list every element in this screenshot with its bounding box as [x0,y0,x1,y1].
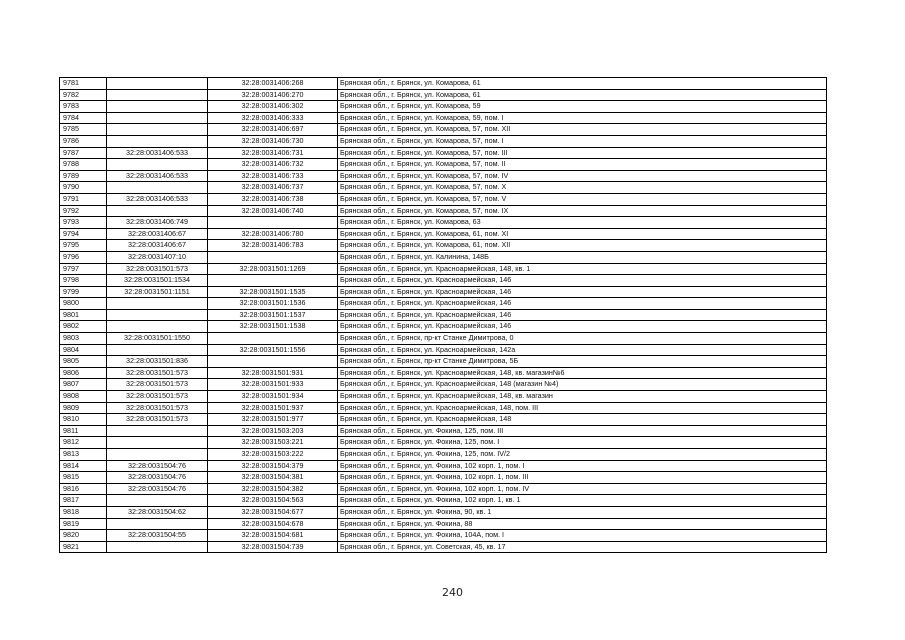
parent-cadastral-number-cell: 32:28:0031406:67 [107,240,208,252]
page-number: 240 [442,586,463,599]
parent-cadastral-number-cell: 32:28:0031501:573 [107,391,208,403]
row-number-cell: 9809 [60,402,107,414]
row-number-cell: 9810 [60,414,107,426]
cadastral-number-cell: 32:28:0031501:1556 [208,344,338,356]
address-cell: Брянская обл., г. Брянск, ул. Фокина, 104А, пом. I [338,530,827,542]
parent-cadastral-number-cell: 32:28:0031501:573 [107,414,208,426]
row-number-cell: 9807 [60,379,107,391]
table-row [60,263,827,275]
address-cell: Брянская обл., г. Брянск, ул. Комарова, 57, пом. III [338,147,827,159]
parent-cadastral-number-cell: 32:28:0031504:76 [107,460,208,472]
parent-cadastral-number-cell: 32:28:0031504:55 [107,530,208,542]
address-cell: Брянская обл., г. Брянск, ул. Комарова, 61 [338,78,827,90]
parent-cadastral-number-cell [107,112,208,124]
cadastral-number-cell: 32:28:0031406:740 [208,205,338,217]
address-cell: Брянская обл., г. Брянск, ул. Комарова, 61, пом. XI [338,228,827,240]
table-row [60,309,827,321]
cadastral-number-cell: 32:28:0031501:977 [208,414,338,426]
address-cell: Брянская обл., г. Брянск, ул. Фокина, 102 корп. 1, пом. I [338,460,827,472]
table-row [60,182,827,194]
table-row [60,193,827,205]
table-row [60,286,827,298]
table-row [60,89,827,101]
address-cell: Брянская обл., г. Брянск, ул. Комарова, 57, пом. XII [338,124,827,136]
parent-cadastral-number-cell [107,321,208,333]
address-cell: Брянская обл., г. Брянск, ул. Комарова, 61, пом. XII [338,240,827,252]
cadastral-number-cell: 32:28:0031504:382 [208,483,338,495]
table-row [60,402,827,414]
address-cell: Брянская обл., г. Брянск, ул. Красноармейская, 148, кв. 1 [338,263,827,275]
cadastral-number-cell: 32:28:0031406:733 [208,170,338,182]
row-number-cell: 9793 [60,217,107,229]
table-row [60,530,827,542]
table-row [60,414,827,426]
parent-cadastral-number-cell [107,101,208,113]
cadastral-number-cell: 32:28:0031504:739 [208,541,338,553]
table-row [60,472,827,484]
cadastral-number-cell: 32:28:0031504:681 [208,530,338,542]
table-row [60,321,827,333]
address-cell: Брянская обл., г. Брянск, ул. Красноармейская, 146 [338,286,827,298]
address-cell: Брянская обл., г. Брянск, ул. Фокина, 102 корп. 1, кв. 1 [338,495,827,507]
cadastral-number-cell: 32:28:0031406:731 [208,147,338,159]
row-number-cell: 9816 [60,483,107,495]
parent-cadastral-number-cell [107,124,208,136]
row-number-cell: 9800 [60,298,107,310]
table-row [60,228,827,240]
table-row [60,298,827,310]
row-number-cell: 9811 [60,425,107,437]
row-number-cell: 9812 [60,437,107,449]
row-number-cell: 9804 [60,344,107,356]
row-number-cell: 9797 [60,263,107,275]
address-cell: Брянская обл., г. Брянск, ул. Комарова, 57, пом. V [338,193,827,205]
address-cell: Брянская обл., г. Брянск, ул. Комарова, 63 [338,217,827,229]
address-cell: Брянская обл., г. Брянск, ул. Комарова, 59 [338,101,827,113]
table-row [60,518,827,530]
parent-cadastral-number-cell [107,437,208,449]
cadastral-number-cell: 32:28:0031504:381 [208,472,338,484]
cadastral-number-cell: 32:28:0031501:1537 [208,309,338,321]
cadastral-number-cell: 32:28:0031501:931 [208,367,338,379]
address-cell: Брянская обл., г. Брянск, ул. Красноармейская, 148 [338,414,827,426]
table-row [60,391,827,403]
parent-cadastral-number-cell: 32:28:0031501:573 [107,402,208,414]
table-row [60,541,827,553]
table-row [60,217,827,229]
address-cell: Брянская обл., г. Брянск, ул. Фокина, 125, пом. IV/2 [338,449,827,461]
cadastral-number-cell [208,217,338,229]
cadastral-number-cell: 32:28:0031501:937 [208,402,338,414]
cadastral-number-cell: 32:28:0031406:333 [208,112,338,124]
address-cell: Брянская обл., г. Брянск, ул. Комарова, 57, пом. IX [338,205,827,217]
table-row [60,356,827,368]
address-cell: Брянская обл., г. Брянск, ул. Комарова, 57, пом. X [338,182,827,194]
cadastral-number-cell: 32:28:0031406:783 [208,240,338,252]
address-cell: Брянская обл., г. Брянск, ул. Фокина, 102 корп. 1, пом. IV [338,483,827,495]
address-cell: Брянская обл., г. Брянск, ул. Фокина, 125, пом. III [338,425,827,437]
parent-cadastral-number-cell [107,298,208,310]
cadastral-number-cell: 32:28:0031504:379 [208,460,338,472]
row-number-cell: 9817 [60,495,107,507]
cadastral-number-cell [208,251,338,263]
parent-cadastral-number-cell: 32:28:0031504:76 [107,472,208,484]
address-cell: Брянская обл., г. Брянск, ул. Калинина, 148Б [338,251,827,263]
row-number-cell: 9781 [60,78,107,90]
table-row [60,147,827,159]
parent-cadastral-number-cell [107,541,208,553]
table-row [60,333,827,345]
row-number-cell: 9794 [60,228,107,240]
table-row [60,367,827,379]
row-number-cell: 9818 [60,506,107,518]
cadastral-number-cell: 32:28:0031501:1535 [208,286,338,298]
address-cell: Брянская обл., г. Брянск, ул. Красноармейская, 148, кв. магазин [338,391,827,403]
parent-cadastral-number-cell [107,495,208,507]
parent-cadastral-number-cell: 32:28:0031501:1550 [107,333,208,345]
table-row [60,251,827,263]
parent-cadastral-number-cell: 32:28:0031406:749 [107,217,208,229]
row-number-cell: 9787 [60,147,107,159]
cadastral-number-cell: 32:28:0031406:737 [208,182,338,194]
row-number-cell: 9788 [60,159,107,171]
table-row [60,124,827,136]
table-row [60,205,827,217]
address-cell: Брянская обл., г. Брянск, пр-кт Станке Димитрова, 5Б [338,356,827,368]
address-cell: Брянская обл., г. Брянск, ул. Фокина, 125, пом. I [338,437,827,449]
parent-cadastral-number-cell: 32:28:0031406:533 [107,147,208,159]
cadastral-number-cell [208,275,338,287]
address-cell: Брянская обл., г. Брянск, ул. Комарова, 57, пом. I [338,135,827,147]
address-cell: Брянская обл., г. Брянск, ул. Красноармейская, 148, кв. магазин№6 [338,367,827,379]
row-number-cell: 9801 [60,309,107,321]
address-cell: Брянская обл., г. Брянск, ул. Фокина, 90, кв. 1 [338,506,827,518]
address-cell: Брянская обл., г. Брянск, ул. Красноармейская, 146 [338,321,827,333]
cadastral-number-cell: 32:28:0031501:934 [208,391,338,403]
table-row [60,425,827,437]
row-number-cell: 9808 [60,391,107,403]
row-number-cell: 9799 [60,286,107,298]
address-cell: Брянская обл., г. Брянск, ул. Фокина, 88 [338,518,827,530]
cadastral-number-cell: 32:28:0031406:780 [208,228,338,240]
row-number-cell: 9819 [60,518,107,530]
cadastral-number-cell: 32:28:0031406:270 [208,89,338,101]
parent-cadastral-number-cell [107,344,208,356]
row-number-cell: 9782 [60,89,107,101]
parent-cadastral-number-cell: 32:28:0031501:836 [107,356,208,368]
address-cell: Брянская обл., г. Брянск, ул. Комарова, 59, пом. I [338,112,827,124]
row-number-cell: 9784 [60,112,107,124]
cadastral-number-cell: 32:28:0031503:221 [208,437,338,449]
cadastral-number-cell: 32:28:0031504:563 [208,495,338,507]
cadastral-number-cell: 32:28:0031501:933 [208,379,338,391]
table-row [60,460,827,472]
table-row [60,135,827,147]
address-cell: Брянская обл., г. Брянск, пр-кт Станке Димитрова, 0 [338,333,827,345]
row-number-cell: 9791 [60,193,107,205]
row-number-cell: 9803 [60,333,107,345]
row-number-cell: 9805 [60,356,107,368]
parent-cadastral-number-cell: 32:28:0031407:10 [107,251,208,263]
parent-cadastral-number-cell [107,182,208,194]
cadastral-number-cell [208,356,338,368]
parent-cadastral-number-cell: 32:28:0031501:573 [107,379,208,391]
table-row [60,240,827,252]
table-row [60,344,827,356]
cadastral-number-cell: 32:28:0031406:697 [208,124,338,136]
parent-cadastral-number-cell: 32:28:0031406:533 [107,193,208,205]
table-row [60,483,827,495]
address-cell: Брянская обл., г. Брянск, ул. Комарова, 57, пом. IV [338,170,827,182]
cadastral-number-cell: 32:28:0031501:1538 [208,321,338,333]
table-row [60,449,827,461]
parent-cadastral-number-cell: 32:28:0031501:573 [107,263,208,275]
table-row [60,275,827,287]
address-cell: Брянская обл., г. Брянск, ул. Комарова, 61 [338,89,827,101]
row-number-cell: 9798 [60,275,107,287]
table-row [60,101,827,113]
parent-cadastral-number-cell: 32:28:0031501:1534 [107,275,208,287]
row-number-cell: 9792 [60,205,107,217]
row-number-cell: 9821 [60,541,107,553]
table-body [60,78,827,553]
table-row [60,437,827,449]
parent-cadastral-number-cell: 32:28:0031504:62 [107,506,208,518]
cadastral-number-cell: 32:28:0031504:678 [208,518,338,530]
cadastral-number-cell: 32:28:0031406:738 [208,193,338,205]
row-number-cell: 9820 [60,530,107,542]
cadastral-number-cell: 32:28:0031503:222 [208,449,338,461]
registry-table [59,77,827,553]
address-cell: Брянская обл., г. Брянск, ул. Комарова, 57, пом. II [338,159,827,171]
address-cell: Брянская обл., г. Брянск, ул. Красноармейская, 148 (магазин №4) [338,379,827,391]
parent-cadastral-number-cell [107,449,208,461]
table-row [60,170,827,182]
cadastral-number-cell: 32:28:0031406:302 [208,101,338,113]
table-row [60,495,827,507]
parent-cadastral-number-cell: 32:28:0031501:1151 [107,286,208,298]
row-number-cell: 9815 [60,472,107,484]
cadastral-number-cell: 32:28:0031503:203 [208,425,338,437]
parent-cadastral-number-cell [107,309,208,321]
parent-cadastral-number-cell [107,89,208,101]
address-cell: Брянская обл., г. Брянск, ул. Красноармейская, 142а [338,344,827,356]
address-cell: Брянская обл., г. Брянск, ул. Красноармейская, 146 [338,309,827,321]
parent-cadastral-number-cell [107,425,208,437]
parent-cadastral-number-cell [107,205,208,217]
parent-cadastral-number-cell [107,135,208,147]
table-row [60,78,827,90]
cadastral-number-cell: 32:28:0031504:677 [208,506,338,518]
address-cell: Брянская обл., г. Брянск, ул. Фокина, 102 корп. 1, пом. III [338,472,827,484]
cadastral-number-cell: 32:28:0031406:268 [208,78,338,90]
parent-cadastral-number-cell: 32:28:0031406:533 [107,170,208,182]
table-row [60,112,827,124]
row-number-cell: 9795 [60,240,107,252]
parent-cadastral-number-cell: 32:28:0031406:67 [107,228,208,240]
parent-cadastral-number-cell [107,159,208,171]
row-number-cell: 9790 [60,182,107,194]
parent-cadastral-number-cell: 32:28:0031504:76 [107,483,208,495]
table-row [60,506,827,518]
cadastral-number-cell: 32:28:0031406:730 [208,135,338,147]
address-cell: Брянская обл., г. Брянск, ул. Красноармейская, 148, пом. III [338,402,827,414]
cadastral-number-cell [208,333,338,345]
row-number-cell: 9786 [60,135,107,147]
row-number-cell: 9806 [60,367,107,379]
row-number-cell: 9814 [60,460,107,472]
cadastral-number-cell: 32:28:0031501:1269 [208,263,338,275]
parent-cadastral-number-cell [107,518,208,530]
parent-cadastral-number-cell [107,78,208,90]
row-number-cell: 9796 [60,251,107,263]
row-number-cell: 9783 [60,101,107,113]
address-cell: Брянская обл., г. Брянск, ул. Красноармейская, 146 [338,298,827,310]
cadastral-number-cell: 32:28:0031406:732 [208,159,338,171]
row-number-cell: 9785 [60,124,107,136]
table-row [60,159,827,171]
row-number-cell: 9789 [60,170,107,182]
table-row [60,379,827,391]
row-number-cell: 9813 [60,449,107,461]
address-cell: Брянская обл., г. Брянск, ул. Советская, 45, кв. 17 [338,541,827,553]
address-cell: Брянская обл., г. Брянск, ул. Красноармейская, 146 [338,275,827,287]
row-number-cell: 9802 [60,321,107,333]
parent-cadastral-number-cell: 32:28:0031501:573 [107,367,208,379]
cadastral-number-cell: 32:28:0031501:1536 [208,298,338,310]
